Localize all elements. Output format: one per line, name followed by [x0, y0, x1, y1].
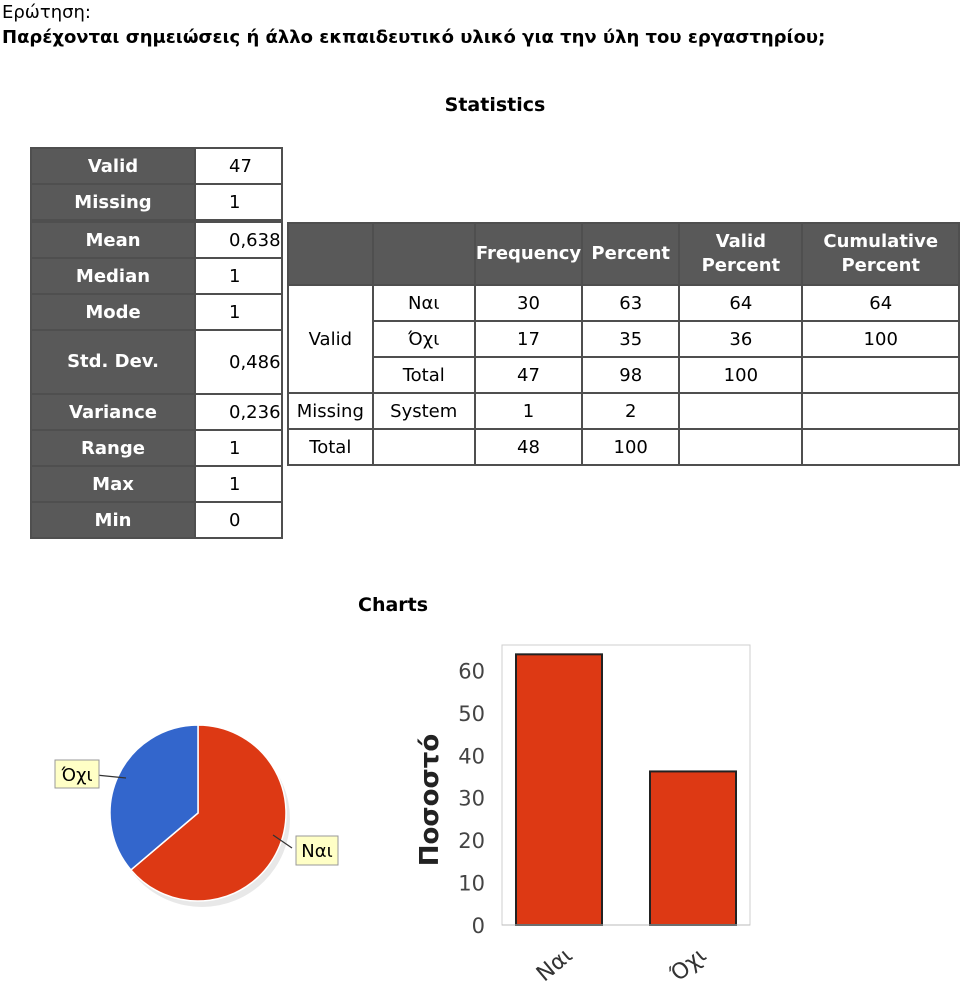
stat-value: 1: [195, 466, 282, 502]
stat-value: 1: [195, 430, 282, 466]
stat-value: 0,638: [195, 221, 282, 258]
frequency-cell: 48: [475, 429, 582, 465]
question-label: Ερώτηση:: [2, 2, 91, 23]
frequency-cell: 47: [475, 357, 582, 393]
cumulative-cell: [802, 357, 959, 393]
stat-label: Median: [31, 258, 195, 294]
y-tick-10: 10: [458, 871, 485, 896]
frequency-cell: 17: [475, 321, 582, 357]
x-tick-ochi: Όχι: [666, 943, 712, 987]
empty-cell: [373, 429, 475, 465]
group-label-missing: Missing: [288, 393, 373, 429]
group-label-valid: Valid: [288, 285, 373, 393]
stat-label: Missing: [31, 184, 195, 221]
stat-row-missing: [31, 184, 282, 221]
charts-title: Charts: [358, 594, 429, 616]
percent-cell: 35: [582, 321, 679, 357]
y-axis-ticks: [458, 659, 485, 938]
pie-label-nai: Ναι: [301, 841, 333, 862]
stat-value: 0,486: [195, 330, 282, 394]
frequency-header-row: [288, 223, 959, 285]
empty-cell: [802, 429, 959, 465]
stat-value: 1: [195, 258, 282, 294]
percent-cell: 2: [582, 393, 679, 429]
row-label: System: [373, 393, 475, 429]
stat-label: Max: [31, 466, 195, 502]
header-valid-percent: Valid Percent: [679, 223, 802, 285]
question-text: Παρέχονται σημειώσεις ή άλλο εκπαιδευτικό υλικό για την ύλη του εργαστηρίου;: [2, 27, 826, 48]
stat-value: 0: [195, 502, 282, 538]
bar-ochi: [650, 771, 736, 925]
row-label: Ναι: [373, 285, 475, 321]
stat-row-mode: [31, 294, 282, 330]
stat-label: Variance: [31, 394, 195, 430]
stat-value: 47: [195, 148, 282, 184]
bar-nai: [516, 654, 602, 925]
frequency-cell: 30: [475, 285, 582, 321]
percent-cell: 63: [582, 285, 679, 321]
header-percent: Percent: [582, 223, 679, 285]
stat-row-variance: [31, 394, 282, 430]
stat-label: Mean: [31, 221, 195, 258]
stat-label: Valid: [31, 148, 195, 184]
pie-label-ochi: Όχι: [61, 765, 93, 786]
y-axis-label: Ποσοστό: [415, 733, 445, 867]
frequency-row-ochi: [288, 321, 959, 357]
stat-row-min: [31, 502, 282, 538]
stat-label: Min: [31, 502, 195, 538]
y-tick-0: 0: [471, 914, 485, 938]
statistics-title: Statistics: [444, 94, 546, 116]
y-tick-20: 20: [458, 829, 485, 854]
header-cell: [288, 223, 373, 285]
empty-cell: [679, 429, 802, 465]
valid-percent-cell: 100: [679, 357, 802, 393]
y-tick-50: 50: [458, 701, 485, 726]
cumulative-cell: 100: [802, 321, 959, 357]
stat-row-max: [31, 466, 282, 502]
stat-row-median: [31, 258, 282, 294]
stat-row-std-dev: [31, 330, 282, 394]
stat-row-valid: [31, 148, 282, 184]
frequency-row-total: [288, 429, 959, 465]
percent-cell: 100: [582, 429, 679, 465]
y-tick-30: 30: [458, 786, 485, 811]
stat-label: Mode: [31, 294, 195, 330]
stat-row-range: [31, 430, 282, 466]
valid-percent-cell: 36: [679, 321, 802, 357]
bar-chart: [410, 630, 790, 990]
stat-value: 1: [195, 184, 282, 221]
frequency-table: [287, 222, 960, 466]
empty-cell: [802, 393, 959, 429]
x-tick-nai: Ναι: [532, 943, 578, 987]
row-label: Total: [373, 357, 475, 393]
stat-label: Std. Dev.: [31, 330, 195, 394]
statistics-table: [30, 147, 283, 539]
header-cumulative-percent: Cumulative Percent: [802, 223, 959, 285]
stat-value: 1: [195, 294, 282, 330]
frequency-cell: 1: [475, 393, 582, 429]
stat-value: 0,236: [195, 394, 282, 430]
row-label: Όχι: [373, 321, 475, 357]
frequency-row-nai: [288, 285, 959, 321]
frequency-row-valid-total: [288, 357, 959, 393]
group-label-total: Total: [288, 429, 373, 465]
valid-percent-cell: 64: [679, 285, 802, 321]
header-cell: [373, 223, 475, 285]
y-tick-40: 40: [458, 744, 485, 769]
header-frequency: Frequency: [475, 223, 582, 285]
percent-cell: 98: [582, 357, 679, 393]
pie-chart: [40, 715, 380, 935]
stat-label: Range: [31, 430, 195, 466]
y-tick-60: 60: [458, 659, 485, 684]
frequency-row-missing: [288, 393, 959, 429]
empty-cell: [679, 393, 802, 429]
cumulative-cell: 64: [802, 285, 959, 321]
stat-row-mean: [31, 221, 282, 258]
